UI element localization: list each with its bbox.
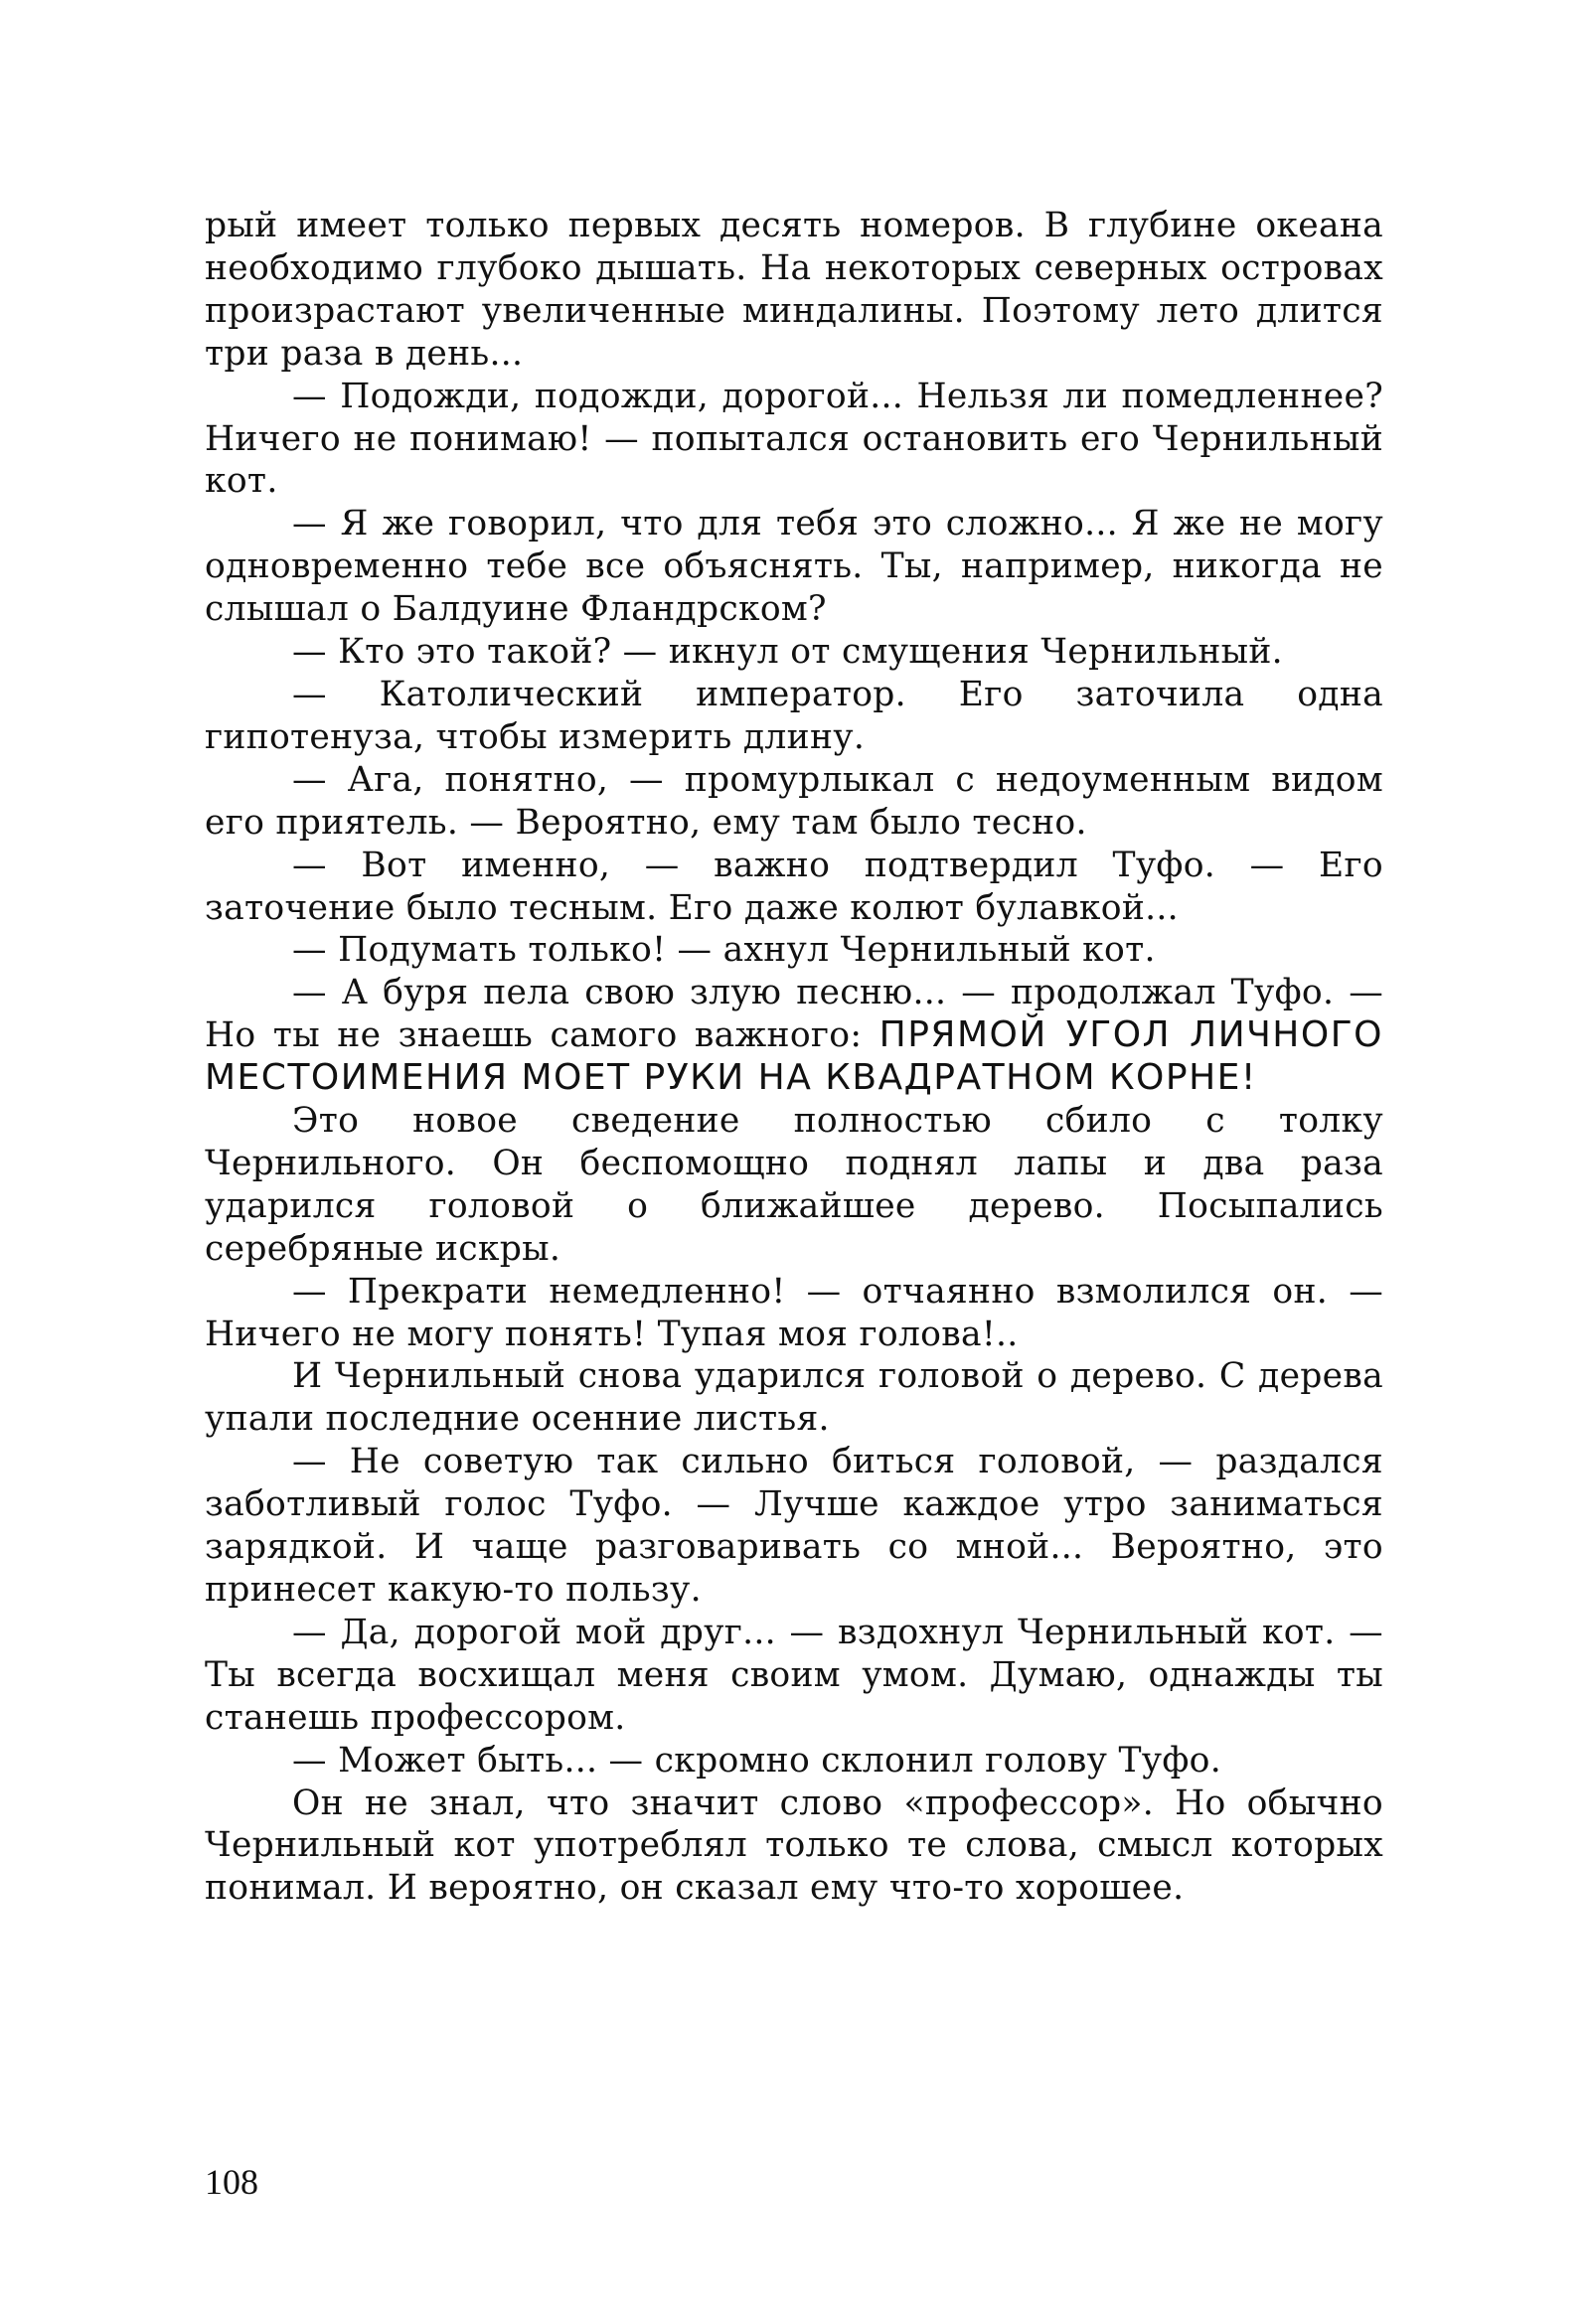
paragraph: — Да, дорогой мой друг... — вздохнул Чернильный кот. — Ты всегда восхищал меня своим умом. Думаю, однажды ты станешь профессором. xyxy=(205,1612,1383,1738)
paragraph: рый имеет только первых десять номеров. В глубине океана необходимо глубоко дышать. На некоторых северных островах произрастают увеличенные миндалины. Поэтому лето длится три раза в день... xyxy=(205,206,1383,374)
paragraph: — Не советую так сильно биться головой, — раздался заботливый голос Туфо. — Лучше каждое утро заниматься зарядкой. И чаще разговаривать со мной... Вероятно, это принесет какую-то пользу. xyxy=(205,1442,1383,1610)
paragraph: Это новое сведение полностью сбило с толку Чернильного. Он беспомощно поднял лапы и два раза ударился головой о ближайшее дерево. Посыпались серебряные искры. xyxy=(205,1101,1383,1269)
paragraph: — Может быть... — скромно склонил голову Туфо. xyxy=(292,1740,1222,1781)
paragraph: — Я же говорил, что для тебя это сложно... Я же не могу одновременно тебе все объяснять. Ты, например, никогда не слышал о Балдуине Фландрском? xyxy=(205,504,1383,630)
paragraph: — Прекрати немедленно! — отчаянно взмолился он. — Ничего не могу понять! Тупая моя голова!.. xyxy=(205,1271,1383,1354)
paragraph: — Католический император. Его заточила одна гипотенуза, чтобы измерить длину. xyxy=(205,674,1383,757)
caps-statement: ПРЯМОЙ УГОЛ ЛИЧНОГО МЕСТОИМЕНИЯ МОЕТ РУКИ НА КВАДРАТНОМ КОРНЕ! xyxy=(205,1014,1383,1099)
paragraph: И Чернильный снова ударился головой о дерево. С дерева упали последние осенние листья. xyxy=(205,1356,1383,1440)
paragraph-text: — А буря пела свою злую песню... — продолжал Туфо. — Но ты не знаешь самого важного: xyxy=(205,973,1383,1056)
body-text xyxy=(205,205,1383,1910)
paragraph: Он не знал, что значит слово «профессор». Но обычно Чернильный кот употреблял только те слова, смысл которых понимал. И вероятно, он сказал ему что-то хорошее. xyxy=(205,1782,1383,1909)
paragraph: — Подумать только! — ахнул Чернильный кот. xyxy=(292,930,1156,971)
paragraph: — Вот именно, — важно подтвердил Туфо. — Его заточение было тесным. Его даже колют булавкой... xyxy=(205,845,1383,928)
paragraph: — Подожди, подожди, дорогой... Нельзя ли помедленнее? Ничего не понимаю! — попытался остановить его Чернильный кот. xyxy=(205,376,1383,502)
page-number: 108 xyxy=(205,2162,258,2202)
paragraph-with-caps xyxy=(205,972,1383,1100)
paragraph: — Кто это такой? — икнул от смущения Чернильный. xyxy=(292,632,1283,673)
paragraph: — Ага, понятно, — промурлыкал с недоуменным видом его приятель. — Вероятно, ему там было тесно. xyxy=(205,759,1383,843)
